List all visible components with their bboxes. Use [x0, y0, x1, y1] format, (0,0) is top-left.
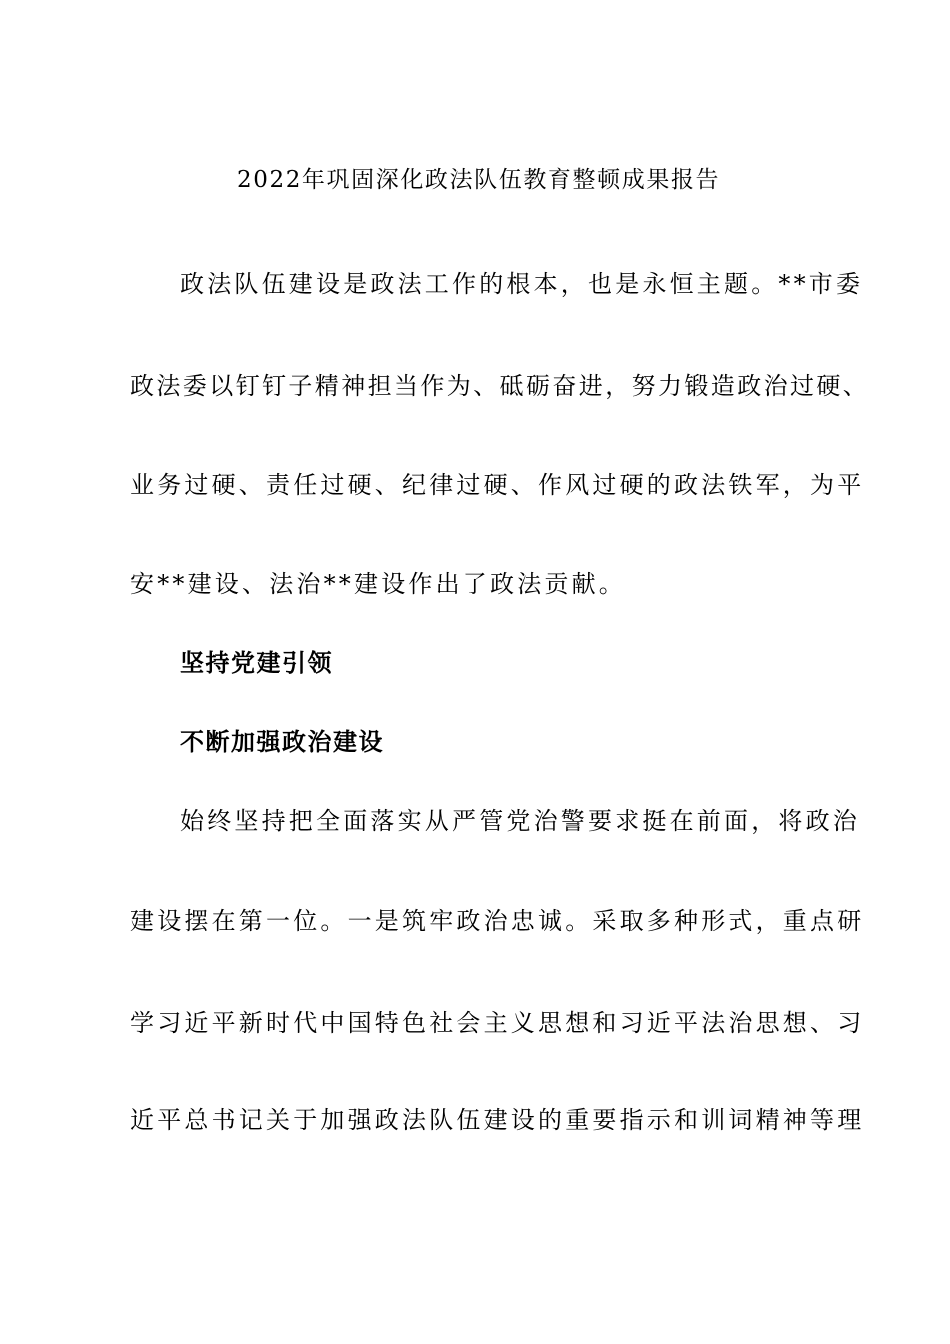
- section-heading-political-building: 不断加强政治建设: [180, 728, 384, 756]
- paragraph-1-line-4: 安**建设、法治**建设作出了政法贡献。: [130, 570, 626, 598]
- paragraph-2-line-2: 建设摆在第一位。一是筑牢政治忠诚。采取多种形式，重点研: [130, 907, 865, 935]
- paragraph-1-line-1: 政法队伍建设是政法工作的根本，也是永恒主题。**市委: [180, 270, 864, 298]
- paragraph-2-line-3: 学习近平新时代中国特色社会主义思想和习近平法治思想、习: [130, 1009, 865, 1037]
- paragraph-1-line-2: 政法委以钉钉子精神担当作为、砥砺奋进，努力锻造政治过硬、: [130, 372, 870, 400]
- section-heading-party-building: 坚持党建引领: [180, 649, 333, 677]
- document-title: 2022年巩固深化政法队伍教育整顿成果报告: [237, 167, 721, 193]
- paragraph-2-line-1: 始终坚持把全面落实从严管党治警要求挺在前面，将政治: [180, 807, 860, 835]
- paragraph-1-line-3: 业务过硬、责任过硬、纪律过硬、作风过硬的政法铁军，为平: [130, 471, 865, 499]
- paragraph-2-line-4: 近平总书记关于加强政法队伍建设的重要指示和训词精神等理: [130, 1106, 865, 1134]
